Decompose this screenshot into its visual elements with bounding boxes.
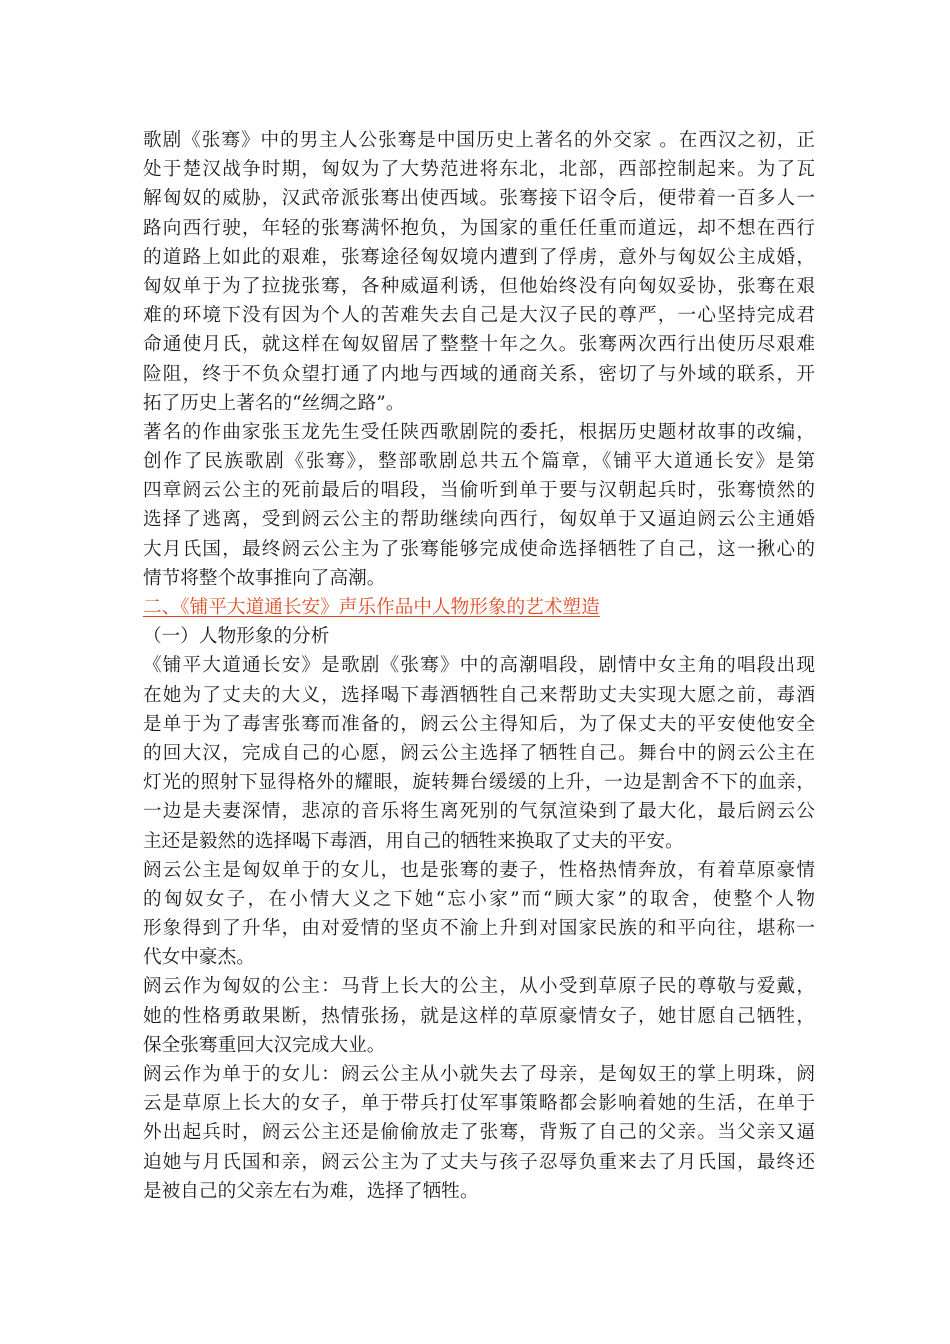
text-line: 拓了历史上著名的“丝绸之路”。 [143,392,405,414]
text-line: 《铺平大道通长安》是歌剧《张骞》中的高潮唱段，剧情中女主角的唱段出现 [143,655,815,677]
text-line: 她的性格勇敢果断，热情张扬，就是这样的草原豪情女子，她甘愿自己牺牲， [143,1005,815,1027]
text-line: 迫她与月氏国和亲，阏云公主为了丈夫与孩子忍辱负重来去了月氏国，最终还 [143,1151,815,1173]
text-line: 阏云作为匈奴的公主：马背上长大的公主，从小受到草原子民的尊敬与爱戴， [143,976,815,998]
paragraph-princess [143,856,815,973]
text-line: 著名的作曲家张玉龙先生受任陕西歌剧院的委托，根据历史题材故事的改编， [143,421,815,443]
text-line: 的道路上如此的艰难，张骞途径匈奴境内遭到了俘虏，意外与匈奴公主成婚， [143,246,815,268]
section-heading [143,593,815,622]
text-line: 解匈奴的威胁，汉武帝派张骞出使西域。张骞接下诏令后，便带着一百多人一 [143,188,815,210]
text-line: 大月氏国，最终阏云公主为了张骞能够完成使命选择牺牲了自己，这一揪心的 [143,538,815,560]
text-line: 形象得到了升华，由对爱情的坚贞不渝上升到对国家民族的和平向往，堪称一 [143,918,815,940]
text-line: 命通使月氏，就这样在匈奴留居了整整十年之久。张骞两次西行出使历尽艰难 [143,334,815,356]
text-line: 阏云公主是匈奴单于的女儿，也是张骞的妻子，性格热情奔放，有着草原豪情 [143,859,815,881]
text-line: 四章阏云公主的死前最后的唱段，当偷听到单于要与汉朝起兵时，张骞愤然的 [143,480,815,502]
paragraph-as-daughter [143,1060,815,1206]
text-line: 创作了民族歌剧《张骞》，整部歌剧总共五个篇章，《铺平大道通长安》是第 [143,451,815,473]
text-line: 难的环境下没有因为个人的苦难失去自己是大汉子民的尊严，一心坚持完成君 [143,305,815,327]
text-line: 外出起兵时，阏云公主还是偷偷放走了张骞，背叛了自己的父亲。当父亲又逼 [143,1122,815,1144]
text-line: 一边是夫妻深情，悲凉的音乐将生离死别的气氛渲染到了最大化，最后阏云公 [143,801,815,823]
paragraph-as-princess [143,972,815,1060]
text-line: 的回大汉，完成自己的心愿，阏云公主选择了牺牲自己。舞台中的阏云公主在 [143,742,815,764]
text-line: 险阻，终于不负众望打通了内地与西域的通商关系，密切了与外域的联系，开 [143,363,815,385]
paragraph-intro [143,126,815,418]
text-line: 阏云作为单于的女儿：阏云公主从小就失去了母亲，是匈奴王的掌上明珠，阏 [143,1064,815,1086]
subsection-heading-text: （一）人物形象的分析 [143,626,330,648]
text-line: 匈奴单于为了拉拢张骞，各种威逼利诱，但他始终没有向匈奴妥协，张骞在艰 [143,275,815,297]
text-line: 保全张骞重回大汉完成大业。 [143,1034,386,1056]
text-line: 代女中豪杰。 [143,947,255,969]
paragraph-climax [143,651,815,855]
section-heading-text: 二、《铺平大道通长安》声乐作品中人物形象的艺术塑造 [143,597,600,618]
document-body [143,126,815,1206]
text-line: 主还是毅然的选择喝下毒酒，用自己的牺牲来换取了丈夫的平安。 [143,830,684,852]
text-line: 处于楚汉战争时期，匈奴为了大势范进将东北，北部，西部控制起来。为了瓦 [143,159,815,181]
text-line: 路向西行驶，年轻的张骞满怀抱负，为国家的重任任重而道远，却不想在西行 [143,217,815,239]
text-line: 选择了逃离，受到阏云公主的帮助继续向西行，匈奴单于又逼迫阏云公主通婚 [143,509,815,531]
text-line: 是单于为了毒害张骞而准备的，阏云公主得知后，为了保丈夫的平安使他安全 [143,713,815,735]
paragraph-composer [143,418,815,593]
text-line: 歌剧《张骞》中的男主人公张骞是中国历史上著名的外交家 。在西汉之初，正 [143,130,815,151]
text-line: 灯光的照射下显得格外的耀眼，旋转舞台缓缓的上升，一边是割舍不下的血亲， [143,772,815,794]
text-line: 的匈奴女子，在小情大义之下她“忘小家”而“顾大家”的取舍，使整个人物 [143,888,815,910]
subsection-heading [143,622,815,651]
text-line: 是被自己的父亲左右为难，选择了牺牲。 [143,1180,479,1202]
text-line: 在她为了丈夫的大义，选择喝下毒酒牺牲自己来帮助丈夫实现大愿之前，毒酒 [143,684,815,706]
text-line: 云是草原上长大的女子，单于带兵打仗军事策略都会影响着她的生活，在单于 [143,1093,815,1115]
text-line: 情节将整个故事推向了高潮。 [143,567,386,589]
